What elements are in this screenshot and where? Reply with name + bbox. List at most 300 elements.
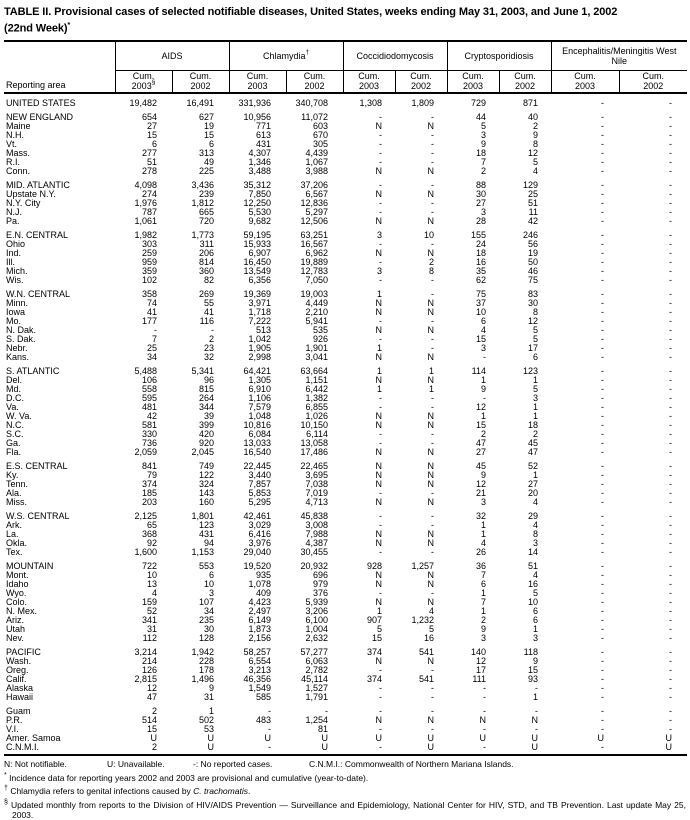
cell: 92 <box>146 537 157 548</box>
cell: 18 <box>476 247 487 258</box>
cell: 46 <box>528 265 539 276</box>
cell: - <box>669 437 673 448</box>
cell: 2 <box>115 743 172 755</box>
cell: N <box>375 306 383 317</box>
cell: - <box>601 297 605 308</box>
footnote-dagger-text-after: . <box>247 786 251 797</box>
cell: 2,998 <box>248 351 272 362</box>
cell: 409 <box>255 587 272 598</box>
cell: - <box>669 165 673 176</box>
cell: - <box>669 510 673 521</box>
cell: 1,905 <box>248 342 272 353</box>
table-row <box>4 421 687 430</box>
cell: 1,153 <box>191 546 215 557</box>
cell: - <box>669 365 673 376</box>
row-label: W. Va. <box>6 410 32 421</box>
cell: - <box>601 229 605 240</box>
row-label: NEW ENGLAND <box>6 111 74 122</box>
cell: 1,812 <box>191 197 215 208</box>
cell: - <box>483 351 487 362</box>
row-label: Tenn. <box>6 478 29 489</box>
table-row <box>4 199 687 208</box>
row-label: Wyo. <box>6 587 27 598</box>
table-row <box>4 412 687 421</box>
cell: 1 <box>209 705 215 716</box>
footnote-asterisk-text: Incidence data for reporting years 2002 and 2003 are provisional and cumulative (year-to-date). <box>9 772 369 783</box>
row-label: UNITED STATES <box>6 97 76 108</box>
cell: - <box>669 256 673 267</box>
cell: 7 <box>151 333 157 344</box>
cell: 203 <box>141 496 157 507</box>
cell: 722 <box>141 560 157 571</box>
cell: 7,050 <box>305 274 329 285</box>
cell: - <box>669 410 673 421</box>
cell: - <box>601 623 605 634</box>
cell: 6,100 <box>305 614 329 625</box>
cell: N <box>375 410 383 421</box>
cell: - <box>669 120 673 131</box>
row-label: N.H. <box>6 129 24 140</box>
table-title-line2: (22nd Week) <box>4 22 68 35</box>
cell: - <box>431 691 435 702</box>
table-row <box>4 430 687 439</box>
row-label: Nev. <box>6 632 24 643</box>
row-label: Guam <box>6 705 31 716</box>
row-label: Kans. <box>6 351 30 362</box>
cell: N <box>375 714 383 725</box>
cell: 1,382 <box>305 392 329 403</box>
cell: 4 <box>481 324 487 335</box>
cell: 3 <box>209 587 215 598</box>
cell: 102 <box>141 274 157 285</box>
cell: 5,530 <box>248 206 272 217</box>
cell: 52 <box>528 460 539 471</box>
cell: 340,708 <box>295 97 329 108</box>
row-label: Miss. <box>6 496 27 507</box>
cell: 94 <box>204 537 215 548</box>
cell: 15 <box>204 129 215 140</box>
cell: 126 <box>141 664 157 675</box>
cell: 16 <box>424 632 435 643</box>
cell: 4,713 <box>305 496 329 507</box>
cell: 5,941 <box>305 315 329 326</box>
row-label: N. Mex. <box>6 605 38 616</box>
cell: 3,214 <box>134 646 157 657</box>
cell: 959 <box>141 256 157 267</box>
cell: 93 <box>528 673 539 684</box>
cell: - <box>431 274 435 285</box>
cell: 14 <box>528 546 539 557</box>
cell: N <box>427 655 435 666</box>
cell: 1,809 <box>411 97 435 108</box>
cell: 6 <box>533 614 539 625</box>
cell: N <box>427 528 435 539</box>
cell: - <box>379 664 383 675</box>
cell: 21 <box>476 487 487 498</box>
cell: N <box>427 578 435 589</box>
cell: 303 <box>141 238 157 249</box>
cell: 123 <box>522 365 539 376</box>
table-row <box>4 353 687 362</box>
cell: N <box>375 120 383 131</box>
cell: - <box>669 623 673 634</box>
row-label: Upstate N.Y. <box>6 188 56 199</box>
cell: 15,933 <box>243 238 272 249</box>
row-label: Tex. <box>6 546 23 557</box>
cell: 214 <box>141 655 157 666</box>
cell: - <box>379 256 383 267</box>
cell: 129 <box>522 179 539 190</box>
cell: - <box>535 682 539 693</box>
table-row <box>4 113 687 122</box>
cell: 63,251 <box>300 229 329 240</box>
cell: 9 <box>481 138 487 149</box>
cell: 1,901 <box>305 342 329 353</box>
cell: 581 <box>141 419 157 430</box>
cell: 31 <box>146 623 157 634</box>
header-sub-1-0: Cum. 2003 <box>229 70 286 93</box>
cell: 225 <box>198 165 215 176</box>
cell: - <box>601 342 605 353</box>
cell: - <box>601 265 605 276</box>
legend-no-reported-cases: -: No reported cases. <box>193 758 273 769</box>
cell: 269 <box>198 288 215 299</box>
row-label: Alaska <box>6 682 34 693</box>
row-label: Mich. <box>6 265 28 276</box>
cell: 1,042 <box>248 333 272 344</box>
cell: 1 <box>481 519 487 530</box>
cell: 3 <box>377 265 383 276</box>
row-label: D.C. <box>6 392 24 403</box>
table-row <box>4 548 687 557</box>
cell: - <box>669 333 673 344</box>
cell: - <box>601 596 605 607</box>
cell: 3 <box>481 206 487 217</box>
cell: - <box>601 569 605 580</box>
cell: 6,416 <box>248 528 272 539</box>
cell: 10 <box>476 306 487 317</box>
cell: 670 <box>312 129 329 140</box>
cell: 26 <box>476 546 487 557</box>
cell: N <box>375 324 383 335</box>
cell: - <box>601 446 605 457</box>
cell: 20 <box>528 487 539 498</box>
cell: 41 <box>204 306 215 317</box>
cell: 481 <box>141 401 157 412</box>
cell: U <box>395 743 447 755</box>
cell: 74 <box>146 297 157 308</box>
cell: 41 <box>146 306 157 317</box>
row-label: Mo. <box>6 315 22 326</box>
header-sub-1-1: Cum. 2002 <box>286 70 343 93</box>
cell: 311 <box>199 238 215 249</box>
cell: 2,632 <box>305 632 329 643</box>
table-row <box>4 462 687 471</box>
table-row <box>4 308 687 317</box>
cell: N <box>531 714 539 725</box>
cell: 10 <box>146 569 157 580</box>
cell: 1,067 <box>305 156 329 167</box>
cell: - <box>669 682 673 693</box>
cell: N <box>375 446 383 457</box>
row-label: Va. <box>6 401 19 412</box>
cell: 6,084 <box>248 428 272 439</box>
footnote-legend <box>4 759 686 769</box>
cell: N <box>427 324 435 335</box>
cell: 7 <box>481 569 487 580</box>
cell: 5,341 <box>191 365 215 376</box>
cell: - <box>483 691 487 702</box>
cell: - <box>601 560 605 571</box>
cell: 6,063 <box>305 655 329 666</box>
table-row <box>4 684 687 693</box>
row-label: Ohio <box>6 238 26 249</box>
cell: 6,149 <box>248 614 272 625</box>
cell: 4 <box>481 537 487 548</box>
cell: 330 <box>141 428 157 439</box>
cell: - <box>601 111 605 122</box>
cell: 341 <box>141 614 157 625</box>
cell: - <box>669 129 673 140</box>
cell: 56 <box>528 238 539 249</box>
table-row <box>4 299 687 308</box>
cell: 3 <box>481 342 487 353</box>
cell: 4,307 <box>248 147 272 158</box>
row-label: V.I. <box>6 723 19 734</box>
cell: 274 <box>141 188 157 199</box>
cell: 814 <box>198 256 215 267</box>
cell: 36 <box>476 560 487 571</box>
cell: - <box>669 342 673 353</box>
cell: 1 <box>533 691 539 702</box>
cell: 82 <box>204 274 215 285</box>
cell: N <box>427 469 435 480</box>
cell: 45 <box>528 437 539 448</box>
cell: N <box>427 351 435 362</box>
cell: 15 <box>476 419 487 430</box>
cell: 40 <box>528 111 539 122</box>
cell: 9 <box>533 129 539 140</box>
cell: 3,008 <box>305 519 329 530</box>
cell: 20,932 <box>300 560 329 571</box>
cell: 7,222 <box>248 315 272 326</box>
table-row <box>4 580 687 589</box>
cell: N <box>427 306 435 317</box>
cell: 19,889 <box>300 256 329 267</box>
cell: - <box>669 546 673 557</box>
cell: 5 <box>533 324 539 335</box>
row-label: N. Dak. <box>6 324 37 335</box>
cell: 19 <box>528 247 539 258</box>
cell: 52 <box>146 605 157 616</box>
cell: - <box>483 682 487 693</box>
cell: 32 <box>204 351 215 362</box>
cell: - <box>601 315 605 326</box>
row-label: S. ATLANTIC <box>6 365 60 376</box>
cell: 4,439 <box>305 147 329 158</box>
table-row <box>4 376 687 385</box>
cell: 3,988 <box>305 165 329 176</box>
cell: - <box>669 428 673 439</box>
cell: 37 <box>476 297 487 308</box>
footnote-asterisk-symbol: * <box>4 770 7 779</box>
cell: N <box>427 714 435 725</box>
cell: 4 <box>533 569 539 580</box>
cell: 360 <box>198 265 215 276</box>
table-row <box>4 140 687 149</box>
cell: - <box>601 537 605 548</box>
cell: 431 <box>198 528 215 539</box>
cell: 123 <box>198 519 215 530</box>
cell: - <box>431 705 435 716</box>
cell: 259 <box>141 247 157 258</box>
cell: 88 <box>476 179 487 190</box>
cell: 6 <box>481 578 487 589</box>
row-label: Ky. <box>6 469 19 480</box>
cell: 12 <box>146 682 157 693</box>
cell: - <box>379 274 383 285</box>
cell: 4 <box>151 587 157 598</box>
table-row <box>4 181 687 190</box>
cell: 6,356 <box>248 274 272 285</box>
cell: 3,971 <box>248 297 272 308</box>
cell: N <box>375 596 383 607</box>
cell: - <box>379 437 383 448</box>
cell: 3 <box>533 392 539 403</box>
cell: 5 <box>481 120 487 131</box>
cell: 2 <box>481 428 487 439</box>
cell: - <box>669 537 673 548</box>
cell: 3,436 <box>191 179 215 190</box>
cell: 654 <box>141 111 157 122</box>
cell: 399 <box>198 419 215 430</box>
table-row <box>4 167 687 176</box>
header-group-1-sup: † <box>305 48 310 56</box>
cell: - <box>379 682 383 693</box>
row-label: PACIFIC <box>6 646 41 657</box>
cell: 6,442 <box>305 383 329 394</box>
cell: - <box>601 469 605 480</box>
table-row <box>4 521 687 530</box>
cell: N <box>427 120 435 131</box>
cell: N <box>375 247 383 258</box>
cell: 27 <box>146 120 157 131</box>
row-label: MID. ATLANTIC <box>6 179 70 190</box>
cell: - <box>669 419 673 430</box>
cell: - <box>379 392 383 403</box>
cell: 2,059 <box>134 446 157 457</box>
cell: N <box>375 215 383 226</box>
cell: 871 <box>522 97 539 108</box>
cell: 155 <box>470 229 487 240</box>
row-label: Calif. <box>6 673 27 684</box>
table-row <box>4 734 687 743</box>
cell: U <box>150 732 157 743</box>
cell: - <box>431 156 435 167</box>
table-row <box>4 267 687 276</box>
cell: - <box>669 496 673 507</box>
row-label: E.S. CENTRAL <box>6 460 68 471</box>
cell: 1,004 <box>305 623 329 634</box>
cell: - <box>669 392 673 403</box>
cell: 11 <box>528 206 539 217</box>
cell: - <box>669 156 673 167</box>
cell: - <box>669 714 673 725</box>
cell: 22,465 <box>300 460 329 471</box>
cell: - <box>669 138 673 149</box>
cell: - <box>431 401 435 412</box>
cell: N <box>479 714 487 725</box>
cell: 51 <box>146 156 157 167</box>
cell: - <box>601 324 605 335</box>
cell: 331,936 <box>238 97 272 108</box>
row-label: Ala. <box>6 487 22 498</box>
cell: N <box>427 188 435 199</box>
cell: 6 <box>151 138 157 149</box>
cell: 5 <box>533 383 539 394</box>
cell: 1 <box>533 374 539 385</box>
table-row <box>4 190 687 199</box>
cell: 35 <box>476 265 487 276</box>
cell: 3 <box>481 632 487 643</box>
table-row <box>4 231 687 240</box>
cell: 1,308 <box>359 97 383 108</box>
cell: - <box>601 206 605 217</box>
table-row <box>4 217 687 226</box>
cell: - <box>431 342 435 353</box>
row-label: N.J. <box>6 206 23 217</box>
cell: - <box>268 705 272 716</box>
cell: 239 <box>198 188 215 199</box>
cell: - <box>669 274 673 285</box>
table-row <box>4 539 687 548</box>
cell: - <box>669 469 673 480</box>
cell: - <box>669 238 673 249</box>
cell: 24 <box>476 238 487 249</box>
cell: - <box>601 546 605 557</box>
cell: - <box>379 519 383 530</box>
cell: 1,305 <box>248 374 272 385</box>
cell: 12 <box>528 315 539 326</box>
cell: - <box>379 315 383 326</box>
cell: 10,150 <box>300 419 329 430</box>
row-label: N.Y. City <box>6 197 41 208</box>
cell: 12 <box>476 655 487 666</box>
cell: 513 <box>255 324 272 335</box>
cell: 2,156 <box>248 632 272 643</box>
cell: 358 <box>141 288 157 299</box>
header-group-3: Cryptosporidiosis <box>447 41 551 71</box>
cell: 114 <box>471 365 487 376</box>
header-group-row <box>4 41 687 71</box>
cell: 116 <box>199 315 215 326</box>
cell: - <box>669 374 673 385</box>
cell: 7,019 <box>305 487 329 498</box>
cell: - <box>601 705 605 716</box>
row-label: E.N. CENTRAL <box>6 229 69 240</box>
cell: - <box>431 519 435 530</box>
cell: 17 <box>476 664 487 675</box>
cell: - <box>601 419 605 430</box>
table-row <box>4 707 687 716</box>
cell: - <box>483 392 487 403</box>
cell: 12 <box>476 478 487 489</box>
cell: 75 <box>528 274 539 285</box>
row-label: Wash. <box>6 655 32 666</box>
cell: - <box>669 215 673 226</box>
cell: - <box>601 632 605 643</box>
cell: 160 <box>198 496 215 507</box>
